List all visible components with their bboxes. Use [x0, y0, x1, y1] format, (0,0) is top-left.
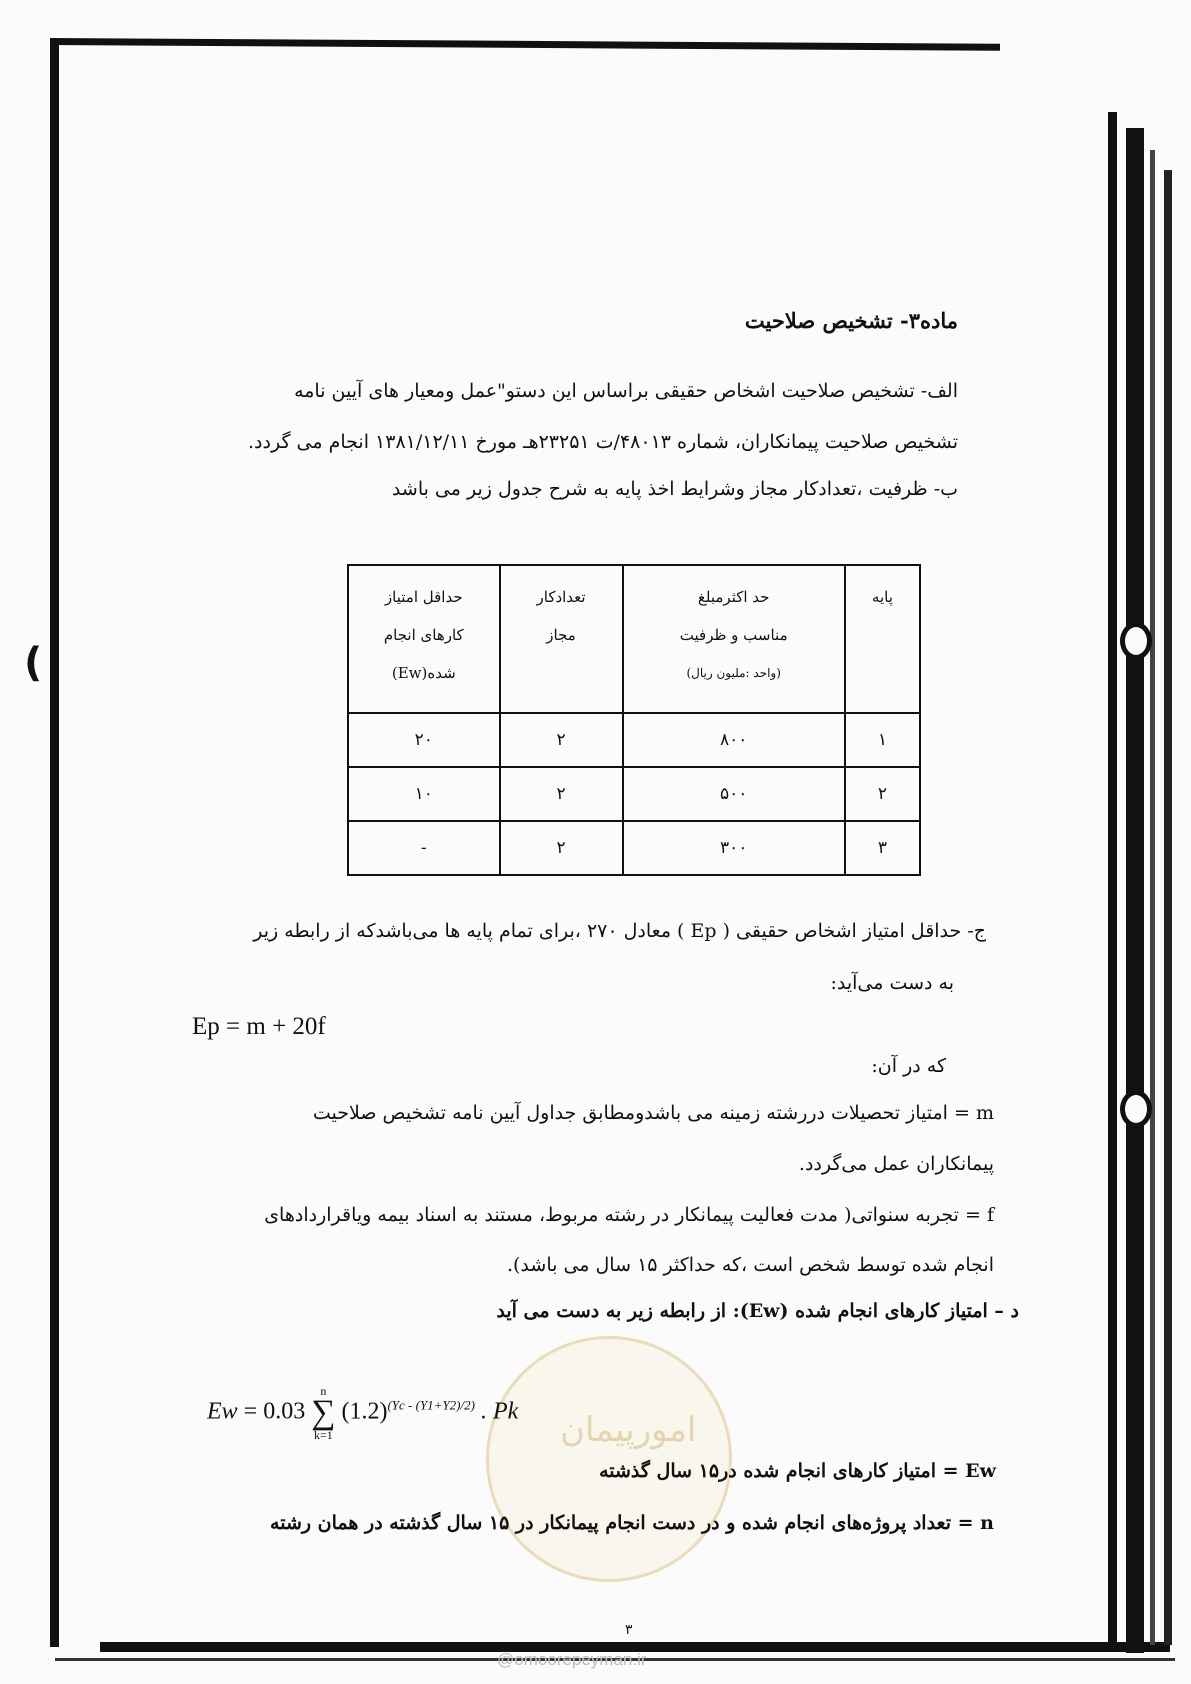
- formula-ew-exponent: (Yc - (Y1+Y2)/2): [387, 1397, 475, 1413]
- cell-score: ۲۰: [348, 713, 500, 767]
- para-dal: د – امتیاز کارهای انجام شده (Ew): از رابطه زیر به دست می آید: [496, 1300, 1019, 1322]
- formula-ew-sum: [311, 1384, 335, 1442]
- punch-mark-icon: (: [48, 1115, 60, 1150]
- para-alef-line2: تشخیص صلاحیت پیمانکاران، شماره ۴۸۰۱۳/ت ۲۳۲۵۱هـ مورخ ۱۳۸۱/۱۲/۱۱ انجام می گردد.: [248, 431, 958, 453]
- para-jim-line1: ج- حداقل امتیاز اشخاص حقیقی ( Ep ) معادل ۲۷۰ ،برای تمام پایه ها می‌باشدکه از رابطه زیر: [253, 920, 986, 942]
- where-label: که در آن:: [871, 1055, 946, 1077]
- page-border-left: [50, 42, 59, 1647]
- def-m-line2: پیمانکاران عمل می‌گردد.: [798, 1153, 994, 1175]
- cell-count: ۲: [500, 821, 623, 875]
- table-header-row: [348, 565, 920, 713]
- watermark-seal-icon: [486, 1336, 732, 1582]
- cell-count: ۲: [500, 767, 623, 821]
- header-min-score-line3: شده(Ew): [391, 664, 456, 682]
- header-max-amount-line1: حد اکثرمبلغ: [697, 588, 770, 606]
- capacity-table: [347, 564, 921, 876]
- formula-ew-coef: = 0.03: [243, 1398, 306, 1425]
- def-ew: Ew = امتیاز کارهای انجام شده در۱۵ سال گذشته: [599, 1460, 996, 1482]
- watermark-text: امورپیمان: [560, 1410, 697, 1450]
- para-jim-line2: به دست می‌آید:: [830, 972, 954, 994]
- cell-count: ۲: [500, 713, 623, 767]
- cell-amount: ۳۰۰: [623, 821, 845, 875]
- formula-ew-tail: . Pk: [480, 1398, 519, 1425]
- cell-base: ۲: [845, 767, 920, 821]
- para-be: ب- ظرفیت ،تعدادکار مجاز وشرایط اخذ پایه به شرح جدول زیر می باشد: [391, 478, 958, 500]
- page-border-top: [50, 38, 1000, 51]
- binder-hole-icon: [1120, 1090, 1152, 1128]
- table-row: [348, 713, 920, 767]
- header-min-score-line1: حداقل امتیاز: [384, 588, 463, 606]
- page-border-right-thin: [1150, 150, 1155, 1645]
- cell-score: -: [348, 821, 500, 875]
- cell-base: ۱: [845, 713, 920, 767]
- header-base: پایه: [845, 565, 920, 713]
- def-f-line1: f = تجربه سنواتی( مدت فعالیت پیمانکار در رشته مربوط، مستند به اسناد بیمه ویاقراردادهای: [264, 1204, 994, 1226]
- formula-ew-lhs: Ew: [207, 1398, 238, 1425]
- sigma-icon: ∑: [311, 1394, 336, 1431]
- formula-ep: Ep = m + 20f: [192, 1013, 326, 1040]
- header-count-line2: مجاز: [546, 626, 576, 644]
- punch-mark-icon: (: [24, 640, 43, 686]
- page-border-right-outer: [1164, 170, 1172, 1645]
- binder-hole-icon: [1120, 622, 1152, 660]
- formula-ew: [207, 1384, 518, 1442]
- header-max-amount-line2: مناسب و ظرفیت: [679, 626, 788, 644]
- cell-amount: ۵۰۰: [623, 767, 845, 821]
- para-alef-line1: الف- تشخیص صلاحیت اشخاص حقیقی براساس این دستو"عمل ومعیار های آیین نامه: [294, 380, 958, 402]
- cell-score: ۱۰: [348, 767, 500, 821]
- cell-amount: ۸۰۰: [623, 713, 845, 767]
- formula-ew-sum-lower: k=1: [313, 1428, 333, 1442]
- header-count: [500, 565, 623, 713]
- page-border-right: [1108, 112, 1117, 1647]
- page-border-right-thick: [1126, 128, 1144, 1653]
- table-row: [348, 821, 920, 875]
- header-min-score-line2: کارهای انجام: [383, 626, 464, 644]
- def-f-line2: انجام شده توسط شخص است ،که حداکثر ۱۵ سال می باشد).: [506, 1254, 994, 1276]
- formula-ew-base: (1.2): [341, 1398, 388, 1425]
- formula-ew-sum-upper: n: [320, 1384, 327, 1398]
- header-max-amount: [623, 565, 845, 713]
- page-number: ۳: [625, 1622, 633, 1638]
- def-m-line1: m = امتیاز تحصیلات دررشته زمینه می باشدومطابق جداول آیین نامه تشخیص صلاحیت: [312, 1102, 994, 1124]
- article-heading: ماده۳- تشخیص صلاحیت: [744, 308, 958, 333]
- site-watermark: @omoorepeyman.ir: [497, 1650, 647, 1669]
- def-n: n = تعداد پروژه‌های انجام شده و در دست انجام پیمانکار در ۱۵ سال گذشته در همان رشته: [270, 1512, 994, 1534]
- table-row: [348, 767, 920, 821]
- header-min-score: [348, 565, 500, 713]
- header-max-amount-unit: (واحد :ملیون ریال): [686, 666, 781, 680]
- cell-base: ۳: [845, 821, 920, 875]
- header-count-line1: تعدادکار: [536, 588, 586, 606]
